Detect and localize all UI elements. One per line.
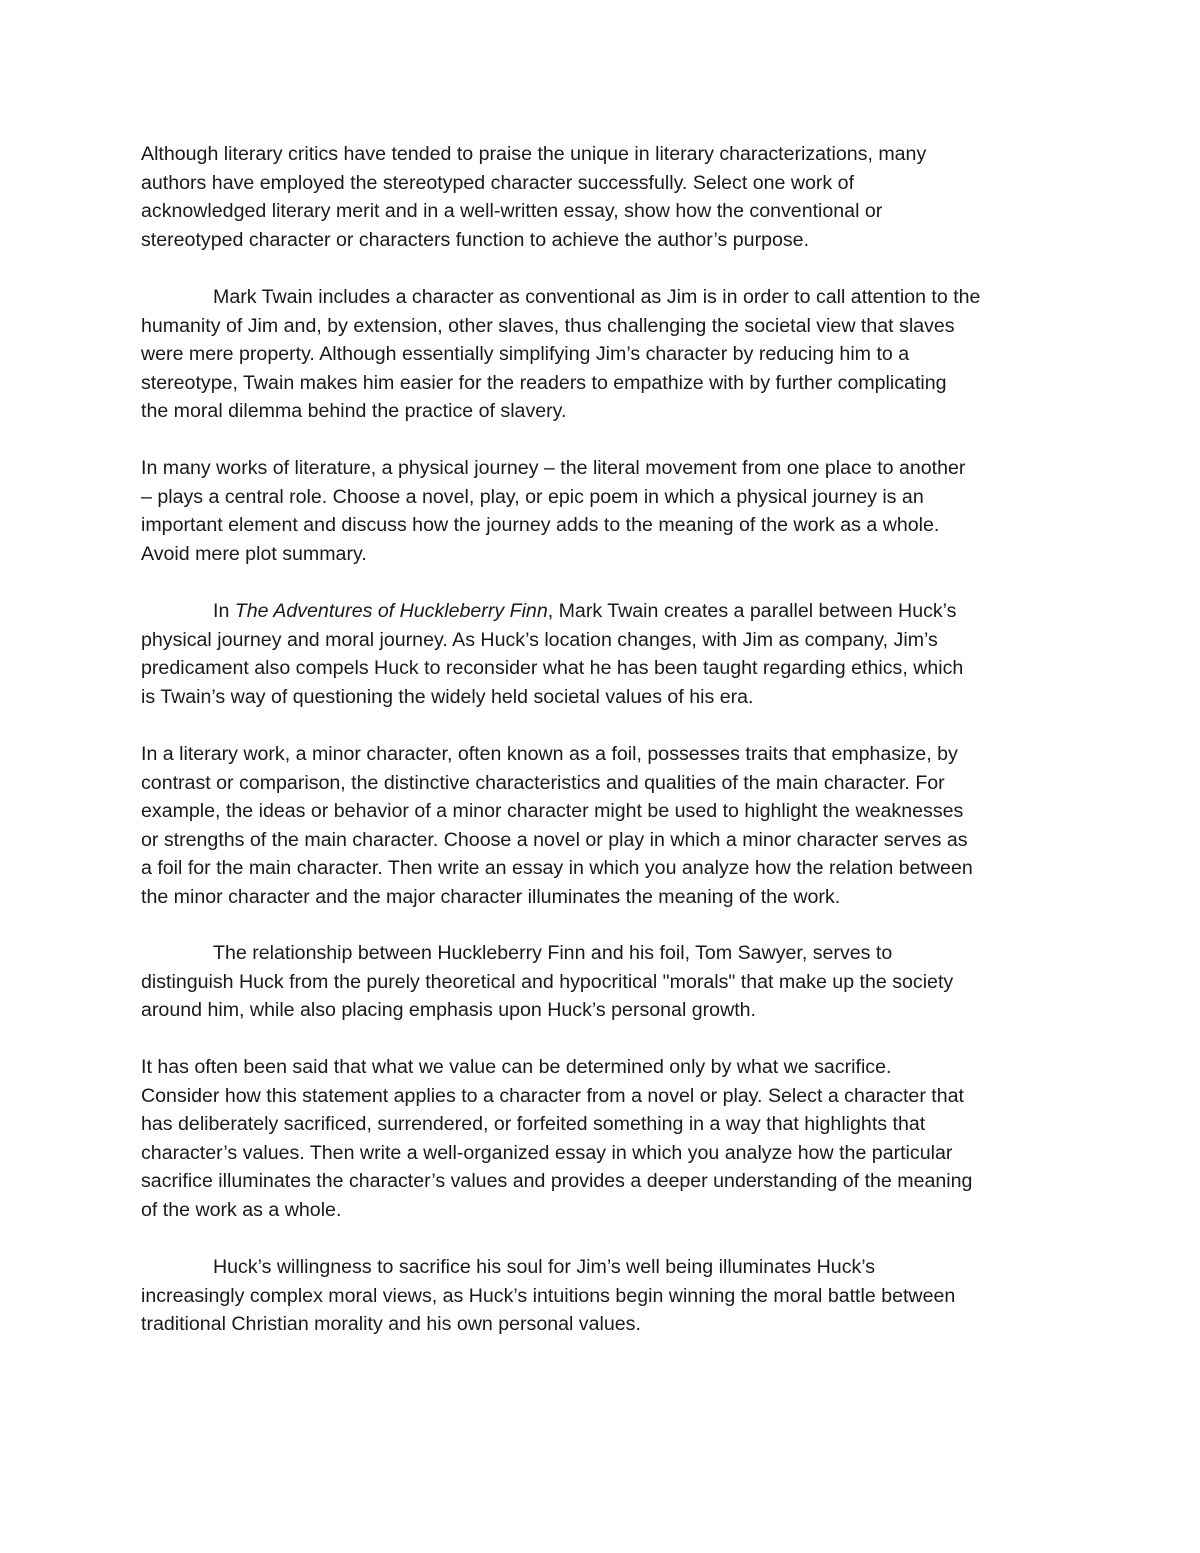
essay-prompt-4 xyxy=(141,1053,1071,1224)
text-line: stereotype, Twain makes him easier for the readers to empathize with by further complicating xyxy=(141,371,947,394)
text-line: example, the ideas or behavior of a minor character might be used to highlight the weaknesses xyxy=(141,800,964,822)
text-line: the minor character and the major character illuminates the meaning of the work. xyxy=(141,885,841,908)
text-line: Huck’s willingness to sacrifice his soul for Jim’s well being illuminates Huck’s xyxy=(213,1256,876,1278)
text-line: sacrifice illuminates the character’s values and provides a deeper understanding of the meaning xyxy=(141,1170,973,1192)
text-line: is Twain’s way of questioning the widely held societal values of his era. xyxy=(141,685,754,708)
thesis-response-1 xyxy=(141,283,1071,426)
text-line: acknowledged literary merit and in a well-written essay, show how the conventional or xyxy=(141,200,883,222)
text-line: important element and discuss how the journey adds to the meaning of the work as a whole. xyxy=(141,514,940,536)
text-line: authors have employed the stereotyped character successfully. Select one work of xyxy=(141,171,855,194)
book-title: The Adventures of Huckleberry Finn xyxy=(234,600,548,622)
text-line: around him, while also placing emphasis upon Huck’s personal growth. xyxy=(141,999,757,1021)
essay-prompt-1 xyxy=(141,140,1071,254)
text-line: It has often been said that what we value can be determined only by what we sacrifice. xyxy=(141,1056,892,1078)
thesis-response-2 xyxy=(141,597,1071,711)
text-line: has deliberately sacrificed, surrendered, or forfeited something in a way that highlights that xyxy=(141,1113,926,1135)
thesis-response-4 xyxy=(141,1253,1071,1339)
text-line: Consider how this statement applies to a character from a novel or play. Select a character that xyxy=(141,1084,964,1107)
text-line: were mere property. Although essentially simplifying Jim’s character by reducing him to a xyxy=(141,343,910,365)
text-line: distinguish Huck from the purely theoretical and hypocritical "morals" that make up the society xyxy=(141,970,954,993)
text-line: a foil for the main character. Then write an essay in which you analyze how the relation between xyxy=(141,857,973,879)
text-line: contrast or comparison, the distinctive characteristics and qualities of the main character. For xyxy=(141,771,945,794)
essay-prompt-2 xyxy=(141,454,1071,568)
text-line: physical journey and moral journey. As Huck’s location changes, with Jim as company, Jim’s xyxy=(141,628,938,651)
essay-prompt-3 xyxy=(141,740,1071,911)
text-line: or strengths of the main character. Choose a novel or play in which a minor character serves as xyxy=(141,828,968,851)
text-line: stereotyped character or characters function to achieve the author’s purpose. xyxy=(141,228,810,251)
text-line: humanity of Jim and, by extension, other slaves, thus challenging the societal view that slaves xyxy=(141,314,955,337)
text-fragment: In xyxy=(213,600,235,622)
text-line: The relationship between Huckleberry Finn and his foil, Tom Sawyer, serves to xyxy=(213,942,893,964)
text-line: Avoid mere plot summary. xyxy=(141,542,367,565)
text-line xyxy=(141,597,1071,626)
thesis-response-3 xyxy=(141,939,1071,1025)
text-line: predicament also compels Huck to reconsider what he has been taught regarding ethics, which xyxy=(141,657,964,679)
text-line: the moral dilemma behind the practice of slavery. xyxy=(141,400,567,422)
text-line: In many works of literature, a physical journey – the literal movement from one place to another xyxy=(141,457,966,479)
text-line: Mark Twain includes a character as conventional as Jim is in order to call attention to the xyxy=(213,286,981,308)
text-line: In a literary work, a minor character, often known as a foil, possesses traits that emphasize, by xyxy=(141,743,958,765)
text-line: character’s values. Then write a well-organized essay in which you analyze how the particular xyxy=(141,1141,953,1164)
text-fragment: , Mark Twain creates a parallel between Huck’s xyxy=(547,600,957,622)
text-line: Although literary critics have tended to praise the unique in literary characterizations, many xyxy=(141,143,927,165)
text-line: traditional Christian morality and his own personal values. xyxy=(141,1313,641,1335)
text-line: of the work as a whole. xyxy=(141,1198,342,1221)
text-line: increasingly complex moral views, as Huck’s intuitions begin winning the moral battle between xyxy=(141,1284,956,1307)
text-line: – plays a central role. Choose a novel, play, or epic poem in which a physical journey is an xyxy=(141,485,924,508)
